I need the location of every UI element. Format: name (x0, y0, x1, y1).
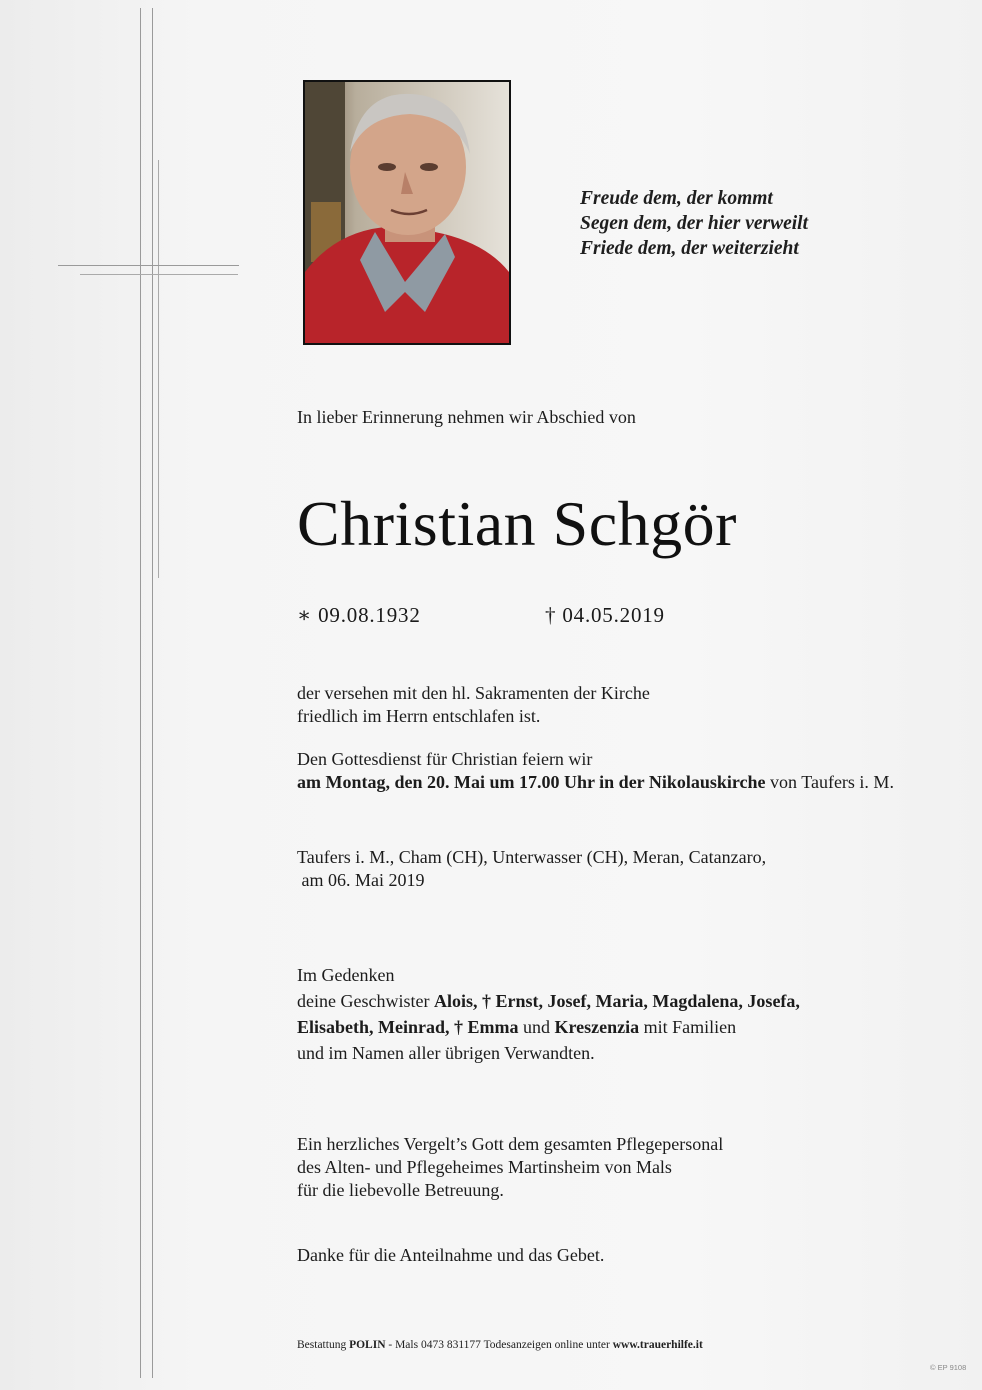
thanks-line: Ein herzliches Vergelt’s Gott dem gesamten Pflegepersonal (297, 1134, 724, 1154)
website-link[interactable]: www.trauerhilfe.it (612, 1339, 703, 1351)
motto-line: Freude dem, der kommt (580, 188, 773, 209)
footer-text: Bestattung (297, 1339, 350, 1351)
mass-location: von Taufers i. M. (765, 772, 894, 792)
footer-text: - Mals 0473 831177 Todesanzeigen online unter (385, 1339, 613, 1351)
thanks-text (297, 1133, 723, 1202)
death-date: † 04.05.2019 (545, 603, 665, 627)
print-code: © EP 9108 (930, 1363, 967, 1372)
motto-line: Friede dem, der weiterzieht (580, 238, 799, 259)
sacraments-text (297, 682, 650, 728)
motto (580, 186, 808, 261)
sibling-names: Kreszenzia (554, 1017, 640, 1037)
birth-date: ∗ 09.08.1932 (297, 603, 421, 627)
sibling-names: Elisabeth, Meinrad, † Emma (297, 1017, 519, 1037)
date-line: am 06. Mai 2019 (297, 870, 425, 890)
mass-line: Den Gottesdienst für Christian feiern wir (297, 749, 593, 769)
memory-line: Im Gedenken (297, 965, 395, 985)
sacraments-line: friedlich im Herrn entschlafen ist. (297, 706, 541, 726)
thanks-line: des Alten- und Pflegeheimes Martinsheim von Mals (297, 1157, 672, 1177)
memory-line: und im Namen aller übrigen Verwandten. (297, 1043, 595, 1063)
portrait-photo (303, 80, 511, 345)
footer (297, 1339, 703, 1351)
mourners-text (297, 962, 800, 1066)
deceased-name: Christian Schgör (297, 488, 737, 559)
mass-line (297, 771, 894, 794)
memory-text: und (518, 1017, 555, 1037)
sacraments-line: der versehen mit den hl. Sakramenten der Kirche (297, 683, 650, 703)
closing-text: Danke für die Anteilnahme und das Gebet. (297, 1245, 605, 1265)
memory-text: mit Familien (639, 1017, 737, 1037)
memory-line (297, 1014, 800, 1040)
sibling-names: Alois, † Ernst, Josef, Maria, Magdalena, Josefa, (433, 991, 800, 1011)
place-line: Taufers i. M., Cham (CH), Unterwasser (CH), Meran, Catanzaro, (297, 847, 767, 867)
memory-line (297, 988, 800, 1014)
motto-line: Segen dem, der hier verweilt (580, 213, 809, 234)
place-date-text (297, 846, 766, 892)
intro-text: In lieber Erinnerung nehmen wir Abschied von (297, 407, 636, 427)
mass-text (297, 748, 894, 794)
funeral-home-name: POLIN (349, 1339, 386, 1351)
mass-time-place: am Montag, den 20. Mai um 17.00 Uhr in der Nikolauskirche (297, 772, 766, 792)
memory-text: deine Geschwister (297, 991, 434, 1011)
thanks-line: für die liebevolle Betreuung. (297, 1180, 504, 1200)
